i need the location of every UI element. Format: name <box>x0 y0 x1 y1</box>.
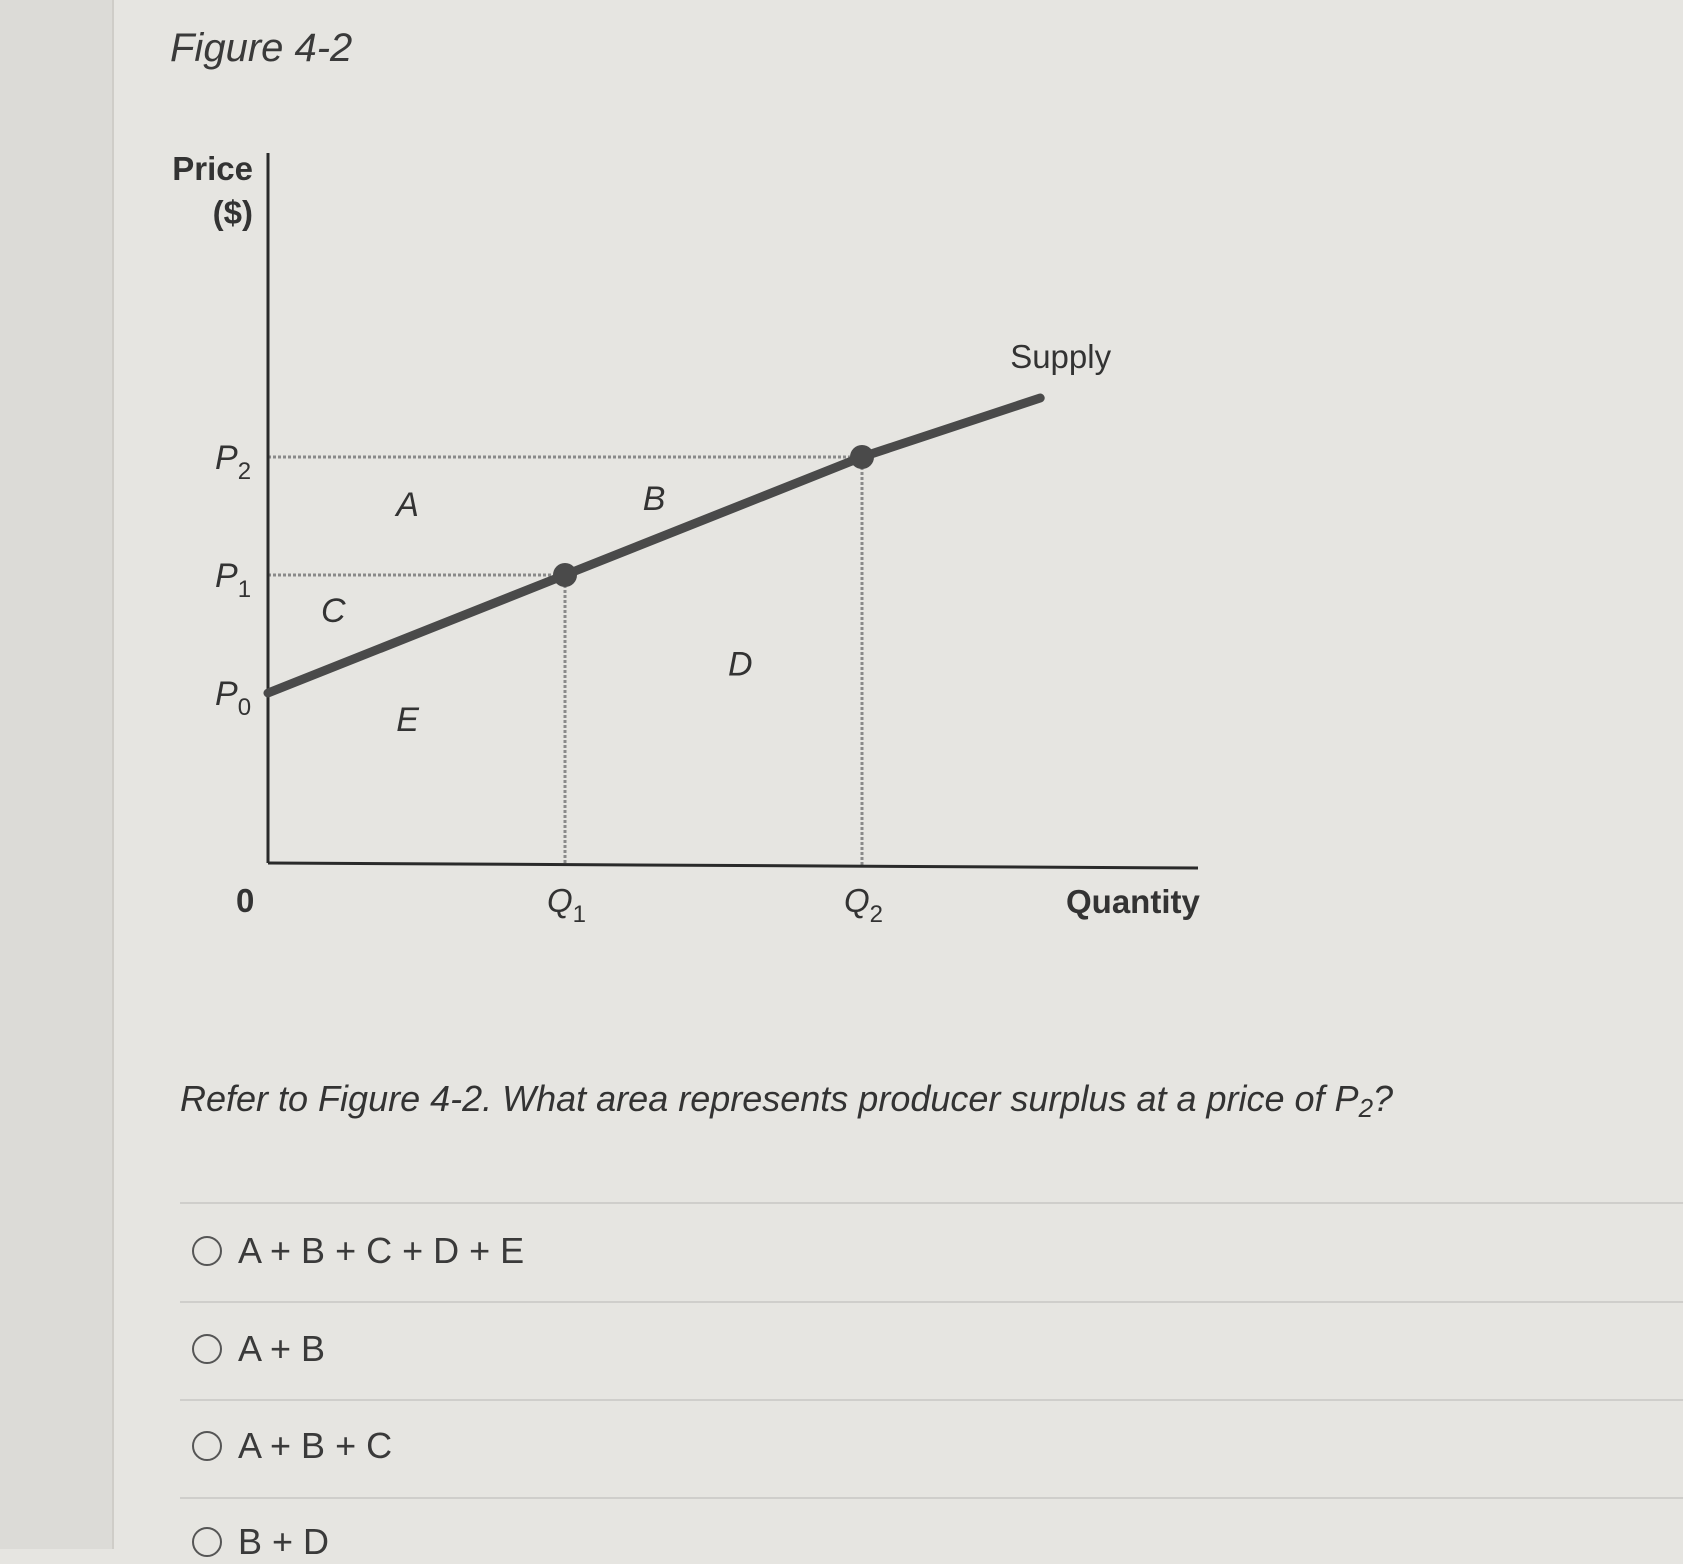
question-text: Refer to Figure 4-2. What area represents producer surplus at a price of $P_2$? <box>180 1078 1394 1123</box>
option-a-b-c-d-e[interactable] <box>192 1229 524 1273</box>
x-tick-label-q2: $Q_2$ <box>844 882 884 928</box>
radio-icon[interactable] <box>192 1527 222 1557</box>
option-a-b-c[interactable] <box>192 1424 392 1468</box>
divider <box>180 1301 1683 1303</box>
x-axis <box>268 863 1198 868</box>
option-label: B + D <box>238 1521 330 1562</box>
divider <box>180 1399 1683 1401</box>
supply-point-2 <box>850 445 874 469</box>
option-a-b[interactable] <box>192 1327 325 1371</box>
supply-curve <box>268 398 1040 693</box>
region-label-b: B <box>642 480 666 519</box>
radio-icon[interactable] <box>192 1334 222 1364</box>
option-label: A + B <box>238 1328 326 1369</box>
divider <box>180 1202 1683 1204</box>
region-label-c: C <box>321 592 346 631</box>
x-axis-label: Quantity <box>1066 883 1200 920</box>
y-tick-label-p0: $P_0$ <box>215 675 252 721</box>
supply-curve-label: Supply <box>1010 338 1112 375</box>
region-label-e: E <box>396 700 419 739</box>
x-tick-label-origin: 0 <box>236 882 255 919</box>
y-tick-label-p1: $P_1$ <box>215 557 252 603</box>
region-label-d: D <box>727 645 753 684</box>
region-label-a: A <box>396 486 419 524</box>
radio-icon[interactable] <box>192 1431 222 1461</box>
y-tick-label-p2: $P_2$ <box>215 439 252 485</box>
radio-icon[interactable] <box>192 1236 222 1266</box>
x-tick-label-q1: $Q_1$ <box>547 882 587 928</box>
y-axis-label-line-1: Price <box>172 150 253 187</box>
y-axis-label-line-2: ($) <box>212 194 253 231</box>
option-label: A + B + C <box>238 1425 393 1466</box>
figure-title: Figure 4-2 <box>170 26 353 70</box>
option-label: A + B + C + D + E <box>238 1230 525 1271</box>
divider <box>180 1497 1683 1499</box>
option-b-d[interactable] <box>192 1520 329 1564</box>
supply-point-1 <box>553 563 577 587</box>
